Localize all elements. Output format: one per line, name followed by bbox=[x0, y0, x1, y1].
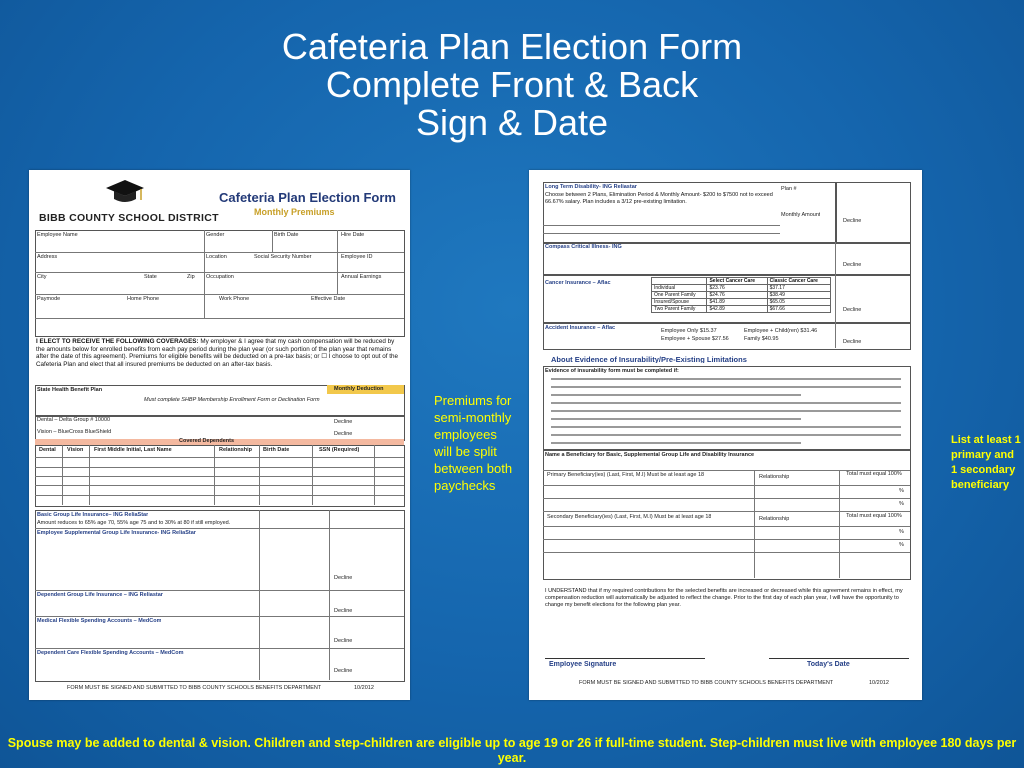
dep-header-name: First Middle Initial, Last Name bbox=[94, 447, 172, 453]
field-state: State bbox=[144, 274, 157, 280]
primary-relationship: Relationship bbox=[759, 474, 790, 480]
employee-info-grid bbox=[35, 230, 405, 337]
evidence-text-line bbox=[551, 402, 901, 404]
accident-opt-2: Employee + Child(ren) $31.46 bbox=[744, 328, 818, 334]
evidence-text-line bbox=[551, 386, 901, 388]
note-premiums: Premiums for semi-monthly employees will be split between both paychecks bbox=[434, 393, 513, 493]
cancer-cell: $23.76 bbox=[707, 285, 767, 292]
field-hire-date: Hire Date bbox=[341, 232, 365, 238]
vision-decline: Decline bbox=[334, 431, 353, 437]
secondary-total: Total must equal 100% bbox=[846, 513, 902, 519]
cancer-cell: $65.05 bbox=[767, 299, 830, 306]
field-birth-date: Birth Date bbox=[274, 232, 299, 238]
election-paragraph bbox=[36, 338, 402, 368]
slide-title bbox=[0, 28, 1024, 142]
evidence-sub: Evidence of insurability form must be completed if: bbox=[545, 368, 679, 374]
cancer-row bbox=[652, 292, 831, 299]
election-title: I ELECT TO RECEIVE THE FOLLOWING COVERAGES: bbox=[36, 338, 199, 345]
evidence-text-line bbox=[551, 394, 801, 396]
health-text: Must complete SHBP Membership Enrollment Form or Declination Form bbox=[144, 397, 320, 403]
cancer-cell: $42.89 bbox=[707, 306, 767, 313]
health-title: State Health Benefit Plan bbox=[37, 387, 103, 393]
ltd-plan-label: Plan # bbox=[781, 186, 797, 192]
back-rev: 10/2012 bbox=[869, 680, 889, 686]
secondary-beneficiary-label: Secondary Beneficiary(ies) (Last, First, M.I) Must be at least age 18 bbox=[547, 514, 712, 520]
cancer-cell: $38.49 bbox=[767, 292, 830, 299]
beneficiary-title: Name a Beneficiary for Basic, Supplemental Group Life and Disability Insurance bbox=[545, 452, 755, 458]
dep-header-birth-date: Birth Date bbox=[263, 447, 290, 453]
evidence-text-line bbox=[551, 378, 901, 380]
dependent-fsa-decline: Decline bbox=[334, 668, 353, 674]
field-employee-name: Employee Name bbox=[37, 232, 78, 238]
cancer-cell: Select Cancer Care bbox=[707, 278, 767, 285]
dep-header-relationship: Relationship bbox=[219, 447, 253, 453]
field-ssn: Social Security Number bbox=[254, 254, 312, 260]
title-line-1: Cafeteria Plan Election Form bbox=[281, 26, 743, 67]
cancer-decline: Decline bbox=[843, 307, 862, 313]
back-footer: FORM MUST BE SIGNED AND SUBMITTED TO BIBB COUNTY SCHOOLS BENEFITS DEPARTMENT bbox=[579, 680, 834, 686]
dental-decline: Decline bbox=[334, 419, 353, 425]
cancer-row bbox=[652, 306, 831, 313]
ltd-monthly-amount: Monthly Amount bbox=[781, 212, 821, 218]
understand-text: I UNDERSTAND that if my required contributions for the selected benefits are increased or decreased while this agreement remains in effect, my compensation reduction will automatically be adjusted to reflect the change. Prior to the first day of each plan year, I will have the opportunity to change my benefit elections for the following plan year. bbox=[545, 588, 903, 608]
life-text: Amount reduces to 65% age 70, 55% age 75 and to 30% at 80 if still employed. bbox=[37, 520, 231, 526]
title-line-2: Complete Front & Back bbox=[325, 64, 699, 105]
front-rev: 10/2012 bbox=[354, 685, 374, 691]
cancer-cell bbox=[652, 278, 707, 285]
supp-life-title: Employee Supplemental Group Life Insurance- ING ReliaStar bbox=[37, 530, 196, 536]
life-title: Basic Group Life Insurance– ING ReliaStar bbox=[37, 512, 149, 518]
front-footer: FORM MUST BE SIGNED AND SUBMITTED TO BIBB COUNTY SCHOOLS BENEFITS DEPARTMENT bbox=[67, 685, 322, 691]
primary-total: Total must equal 100% bbox=[846, 471, 902, 477]
form-heading: Cafeteria Plan Election Form bbox=[219, 190, 396, 205]
front-form-image bbox=[29, 170, 410, 700]
election-text: My employer & I agree that my cash compensation will be reduced by the amounts below for enrolled benefits from each pay period during the plan year (or such portion of the plan year that remains after the date of this agreement). Premiums for eligible benefits will be deducted on a pre-tax basis; or ☐ I choose to opt out of the Cafeteria Plan and elect that all insured premiums be deducted on an after-tax basis. bbox=[36, 338, 398, 368]
evidence-text-line bbox=[551, 410, 901, 412]
covered-dependents-label: Covered Dependents bbox=[179, 438, 235, 444]
accident-opt-3: Employee + Spouse $27.56 bbox=[661, 336, 729, 342]
vision-label: Vision – BlueCross BlueShield bbox=[37, 429, 112, 435]
dep-header-vision: Vision bbox=[67, 447, 84, 453]
pct-1: % bbox=[899, 488, 904, 494]
cancer-cell: Individual bbox=[652, 285, 707, 292]
field-occupation: Occupation bbox=[206, 274, 234, 280]
cancer-row bbox=[652, 285, 831, 292]
primary-beneficiary-label: Primary Beneficiary(ies) (Last, First, M.I) Must be at least age 18 bbox=[547, 472, 705, 478]
field-annual-earnings: Annual Earnings bbox=[341, 274, 382, 280]
field-city: City bbox=[37, 274, 47, 280]
field-zip: Zip bbox=[187, 274, 195, 280]
cancer-rates-table bbox=[651, 277, 831, 313]
title-line-3: Sign & Date bbox=[415, 102, 609, 143]
evidence-text-line bbox=[551, 418, 801, 420]
cancer-title: Cancer Insurance – Aflac bbox=[545, 280, 611, 286]
field-paymode: Paymode bbox=[37, 296, 61, 302]
district-logo bbox=[35, 178, 219, 228]
ltd-plan-box bbox=[835, 182, 911, 244]
field-effective-date: Effective Date bbox=[311, 296, 346, 302]
pct-4: % bbox=[899, 542, 904, 548]
pct-2: % bbox=[899, 501, 904, 507]
ltd-text: Choose between 2 Plans, Elimination Period & Monthly Amount- $200 to $7500 not to exceed 66.67% salary. Plan includes a 3/12 pre-existing limitation. bbox=[545, 192, 773, 205]
field-work-phone: Work Phone bbox=[219, 296, 250, 302]
note-beneficiary: List at least 1 primary and 1 secondary beneficiary bbox=[951, 434, 1021, 491]
ltd-title: Long Term Disability- ING Reliastar bbox=[545, 184, 637, 190]
evidence-title: About Evidence of Insurability/Pre-Existing Limitations bbox=[551, 356, 747, 363]
todays-date: Today's Date bbox=[807, 661, 850, 668]
cancer-cell: Insured/Spouse bbox=[652, 299, 707, 306]
field-home-phone: Home Phone bbox=[127, 296, 160, 302]
district-name: BIBB COUNTY SCHOOL DISTRICT bbox=[39, 212, 219, 224]
field-gender: Gender bbox=[206, 232, 225, 238]
cancer-header-row bbox=[652, 278, 831, 285]
cancer-cell: Two Parent Family bbox=[652, 306, 707, 313]
cancer-table bbox=[651, 277, 831, 313]
graduation-cap-icon bbox=[105, 178, 145, 206]
cci-decline: Decline bbox=[843, 262, 862, 268]
dental-label: Dental – Delta Group # 10000 bbox=[37, 417, 111, 423]
accident-opt-4: Family $40.95 bbox=[744, 336, 779, 342]
employee-signature: Employee Signature bbox=[549, 661, 617, 668]
field-location: Location bbox=[206, 254, 227, 260]
field-address: Address bbox=[37, 254, 58, 260]
dep-life-title: Dependent Group Life Insurance – ING Reliastar bbox=[37, 592, 163, 598]
cancer-cell: Classic Cancer Care bbox=[767, 278, 830, 285]
accident-title: Accident Insurance – Aflac bbox=[545, 325, 616, 331]
field-employee-id: Employee ID bbox=[341, 254, 373, 260]
back-form-image bbox=[529, 170, 922, 700]
pct-3: % bbox=[899, 529, 904, 535]
cci-title: Compass Critical Illness- ING bbox=[545, 244, 622, 250]
cancer-cell: $67.66 bbox=[767, 306, 830, 313]
dep-header-dental: Dental bbox=[39, 447, 56, 453]
accident-opt-1: Employee Only $15.37 bbox=[661, 328, 717, 334]
dep-life-decline: Decline bbox=[334, 608, 353, 614]
dependent-fsa-title: Dependent Care Flexible Spending Accounts – MedCom bbox=[37, 650, 184, 656]
cancer-cell: One Parent Family bbox=[652, 292, 707, 299]
medical-fsa-title: Medical Flexible Spending Accounts – MedCom bbox=[37, 618, 162, 624]
monthly-deduction-label: Monthly Deduction bbox=[334, 386, 384, 392]
evidence-text-line bbox=[551, 434, 901, 436]
medical-fsa-decline: Decline bbox=[334, 638, 353, 644]
form-subheading: Monthly Premiums bbox=[254, 207, 335, 217]
supp-decline: Decline bbox=[334, 575, 353, 581]
cancer-cell: $24.76 bbox=[707, 292, 767, 299]
bottom-caption: Spouse may be added to dental & vision. Children and step-children are eligible up to age 19 or 26 if full-time student. Step-children must live with employee 180 days per year. bbox=[7, 736, 1017, 765]
accident-decline: Decline bbox=[843, 339, 862, 345]
evidence-text-line bbox=[551, 426, 901, 428]
cancer-row bbox=[652, 299, 831, 306]
cancer-cell: $37.17 bbox=[767, 285, 830, 292]
cancer-cell: $41.89 bbox=[707, 299, 767, 306]
ltd-decline: Decline bbox=[843, 218, 862, 224]
dep-header-ssn: SSN (Required) bbox=[319, 447, 360, 453]
secondary-relationship: Relationship bbox=[759, 516, 790, 522]
evidence-text-line bbox=[551, 442, 801, 444]
